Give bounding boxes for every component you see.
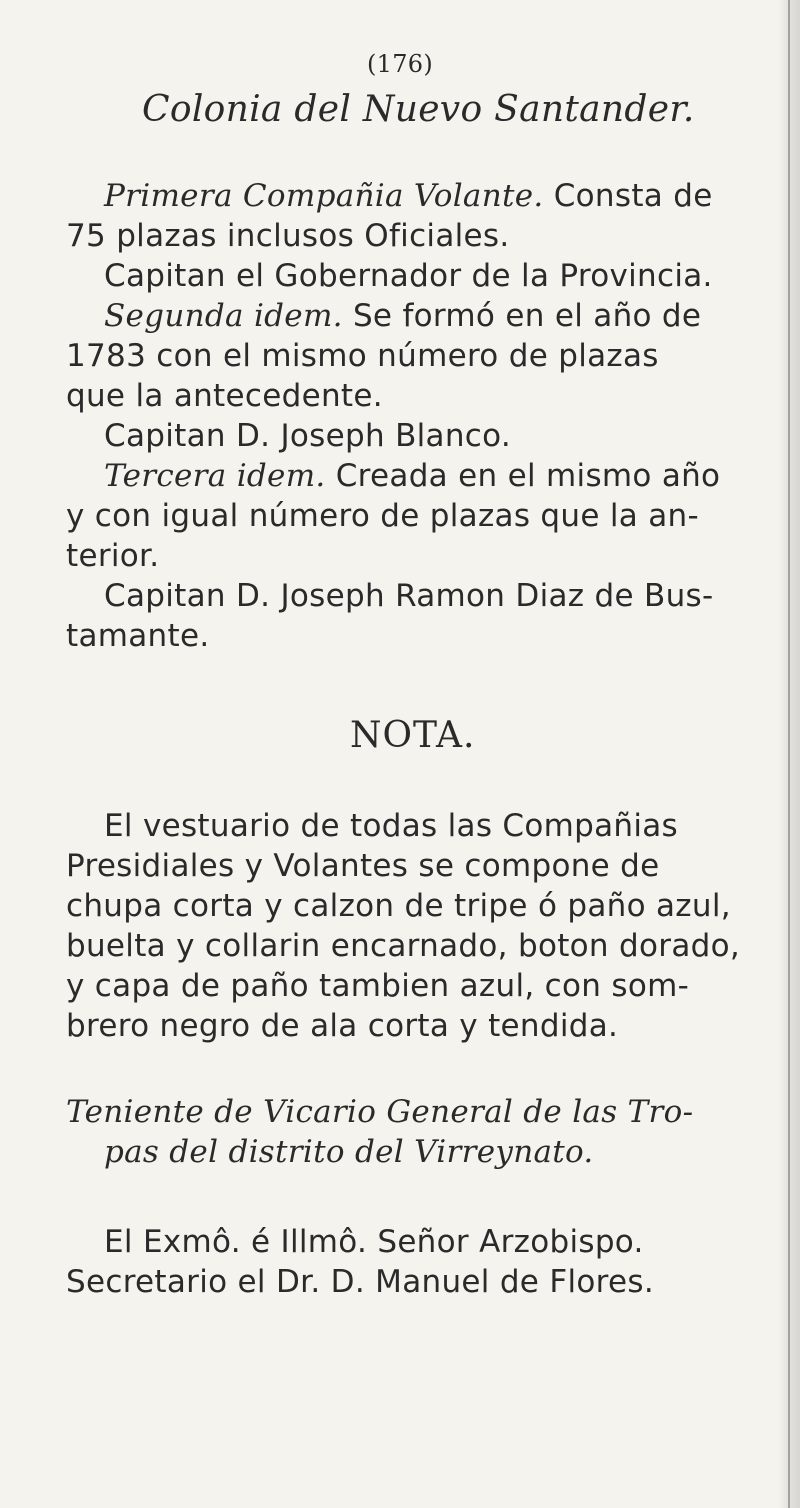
segunda-text-1: Se formó en el año de — [352, 298, 702, 334]
primera-text-1: Consta de — [553, 178, 713, 214]
nota-line-1: El vestuario de todas las Compañias — [104, 808, 679, 844]
segunda-heading: Segunda idem. — [104, 298, 343, 334]
teniente-line-2: Secretario el Dr. D. Manuel de Flores. — [66, 1264, 654, 1300]
tercera-text-1: Creada en el mismo año — [335, 458, 721, 494]
page-edge-line — [788, 0, 790, 1508]
nota-line-5: y capa de paño tambien azul, con som- — [66, 968, 690, 1004]
segunda-paragraph-line-1 — [104, 298, 701, 334]
tercera-paragraph-line-1 — [104, 458, 720, 494]
nota-heading: NOTA. — [350, 715, 476, 756]
primera-text-2: 75 plazas inclusos Oficiales. — [66, 218, 510, 254]
primera-paragraph-line-1 — [104, 178, 713, 214]
teniente-heading-1: Teniente de Vicario General de las Tro- — [66, 1094, 694, 1130]
primera-captain: Capitan el Gobernador de la Provincia. — [104, 258, 713, 294]
tercera-captain-2: tamante. — [66, 618, 210, 654]
segunda-text-3: que la antecedente. — [66, 378, 383, 414]
teniente-line-1: El Exmô. é Illmô. Señor Arzobispo. — [104, 1224, 644, 1260]
nota-line-2: Presidiales y Volantes se compone de — [66, 848, 660, 884]
primera-heading: Primera Compañia Volante. — [104, 178, 544, 214]
tercera-text-2: y con igual número de plazas que la an- — [66, 498, 699, 534]
nota-line-6: brero negro de ala corta y tendida. — [66, 1008, 619, 1044]
nota-line-3: chupa corta y calzon de tripe ó paño azul, — [66, 888, 731, 924]
segunda-text-2: 1783 con el mismo número de plazas — [66, 338, 659, 374]
tercera-heading: Tercera idem. — [104, 458, 326, 494]
page-number: (176) — [366, 50, 434, 78]
tercera-text-3: terior. — [66, 538, 160, 574]
tercera-captain-1: Capitan D. Joseph Ramon Diaz de Bus- — [104, 578, 714, 614]
segunda-captain: Capitan D. Joseph Blanco. — [104, 418, 512, 454]
nota-line-4: buelta y collarin encarnado, boton dorado, — [66, 928, 741, 964]
page-title: Colonia del Nuevo Santander. — [142, 89, 695, 130]
teniente-heading-2: pas del distrito del Virreynato. — [104, 1134, 594, 1170]
